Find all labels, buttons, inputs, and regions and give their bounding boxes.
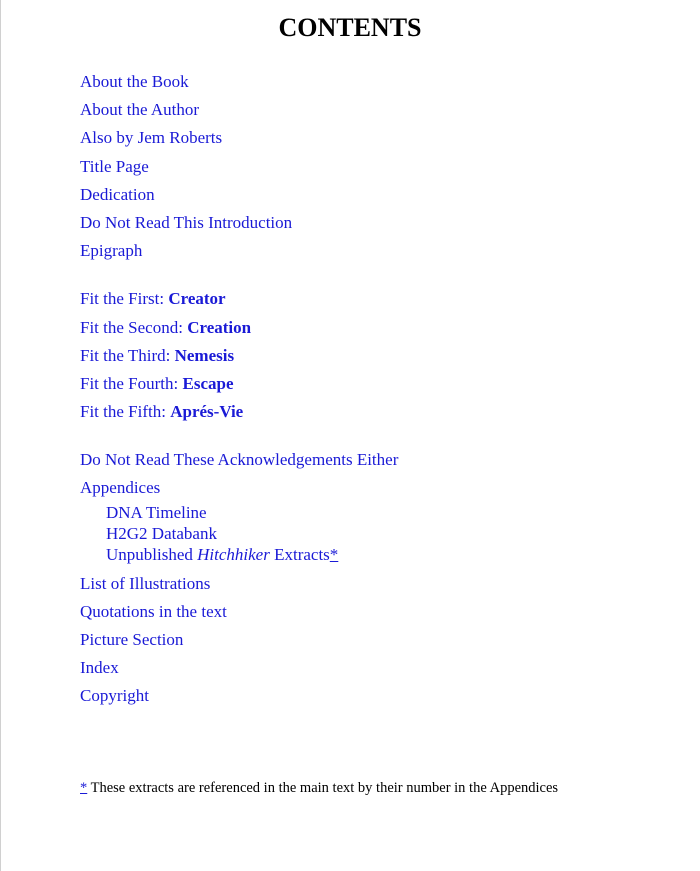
toc-link-about-the-author[interactable]: About the Author bbox=[80, 100, 199, 120]
fit-prefix: Fit the Fourth: bbox=[80, 373, 183, 393]
toc-item-index bbox=[80, 656, 640, 684]
toc-item-fit-4 bbox=[80, 372, 640, 400]
fit-prefix: Fit the First: bbox=[80, 289, 169, 309]
footnote bbox=[80, 780, 558, 797]
toc-link-appendices[interactable]: Appendices bbox=[80, 478, 161, 498]
toc-link-index[interactable]: Index bbox=[80, 658, 119, 678]
toc-link-introduction[interactable]: Do Not Read This Introduction bbox=[80, 212, 293, 232]
toc-link-acknowledgements[interactable]: Do Not Read These Acknowledgements Either bbox=[80, 450, 399, 470]
footnote-backref-link[interactable]: * bbox=[80, 780, 88, 796]
toc-link-picture-section[interactable]: Picture Section bbox=[80, 630, 184, 649]
toc-item-dedication bbox=[80, 183, 640, 211]
fit-name: Creator bbox=[168, 289, 226, 309]
toc-link-quotations[interactable]: Quotations in the text bbox=[80, 601, 227, 621]
toc-link-h2g2-databank[interactable]: H2G2 Databank bbox=[106, 523, 217, 543]
toc-item-appendices bbox=[80, 476, 640, 504]
toc-link-dedication[interactable]: Dedication bbox=[80, 184, 155, 204]
table-of-contents bbox=[80, 70, 640, 713]
toc-link-fit-1[interactable] bbox=[80, 289, 226, 308]
toc-link-title-page[interactable]: Title Page bbox=[80, 156, 149, 176]
toc-item-list-of-illustrations bbox=[80, 572, 640, 600]
toc-item-fit-5 bbox=[80, 400, 640, 428]
toc-item-about-the-book bbox=[80, 70, 640, 98]
toc-item-quotations bbox=[80, 600, 640, 628]
toc-link-copyright[interactable]: Copyright bbox=[80, 686, 149, 706]
toc-item-fit-1 bbox=[80, 287, 640, 315]
section-gap bbox=[80, 267, 640, 287]
toc-item-about-the-author bbox=[80, 98, 640, 126]
extracts-italic: Hitchhiker bbox=[197, 544, 270, 564]
fit-name: Creation bbox=[187, 317, 252, 337]
toc-link-about-the-book[interactable]: About the Book bbox=[80, 72, 189, 91]
section-gap bbox=[80, 428, 640, 448]
fit-prefix: Fit the Second: bbox=[80, 317, 188, 337]
toc-item-h2g2-databank bbox=[106, 523, 640, 544]
toc-item-epigraph bbox=[80, 239, 640, 267]
toc-link-list-of-illustrations[interactable]: List of Illustrations bbox=[80, 573, 211, 593]
fit-name: Escape bbox=[182, 373, 234, 393]
toc-item-fit-3 bbox=[80, 344, 640, 372]
toc-item-picture-section bbox=[80, 628, 640, 656]
toc-link-also-by[interactable]: Also by Jem Roberts bbox=[80, 128, 223, 148]
toc-link-epigraph[interactable]: Epigraph bbox=[80, 241, 143, 261]
toc-item-also-by bbox=[80, 126, 640, 154]
fit-prefix: Fit the Third: bbox=[80, 345, 175, 365]
footnote-ref-link[interactable]: * bbox=[329, 544, 339, 564]
toc-link-fit-2[interactable] bbox=[80, 318, 251, 337]
extracts-suffix: Extracts bbox=[269, 544, 330, 564]
toc-item-fit-2 bbox=[80, 316, 640, 344]
fit-prefix: Fit the Fifth: bbox=[80, 402, 171, 422]
toc-item-dna-timeline bbox=[106, 502, 640, 523]
toc-link-fit-4[interactable] bbox=[80, 374, 233, 393]
toc-link-unpublished-extracts[interactable] bbox=[106, 545, 330, 564]
toc-link-fit-3[interactable] bbox=[80, 346, 234, 365]
toc-item-unpublished-extracts bbox=[106, 544, 640, 565]
toc-item-acknowledgements bbox=[80, 448, 640, 476]
fit-name: Nemesis bbox=[174, 345, 235, 365]
toc-link-dna-timeline[interactable]: DNA Timeline bbox=[106, 502, 207, 522]
toc-item-copyright bbox=[80, 684, 640, 712]
toc-link-fit-5[interactable] bbox=[80, 402, 243, 421]
toc-item-title-page bbox=[80, 155, 640, 183]
appendices-sublist bbox=[80, 502, 640, 565]
toc-item-introduction bbox=[80, 211, 640, 239]
footnote-text: These extracts are referenced in the main text by their number in the Appendices bbox=[87, 780, 559, 796]
page-left-border bbox=[0, 0, 1, 871]
extracts-prefix: Unpublished bbox=[106, 544, 198, 564]
fit-name: Aprés-Vie bbox=[170, 402, 244, 422]
page-title: CONTENTS bbox=[278, 13, 422, 42]
